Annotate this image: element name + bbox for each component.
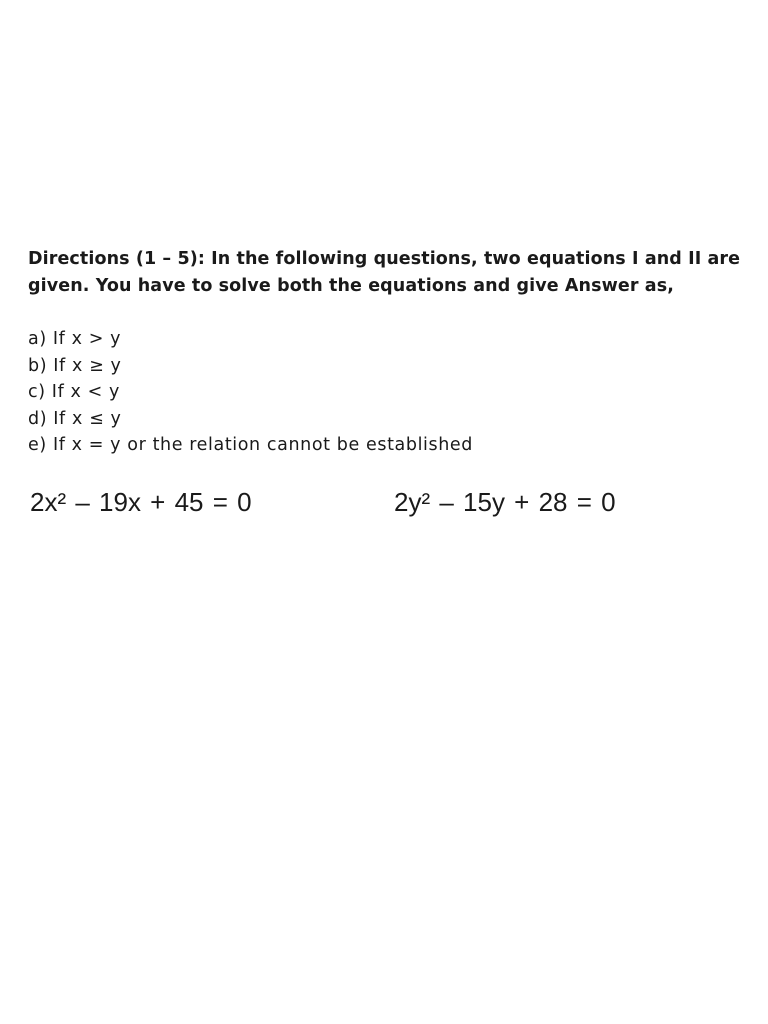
directions-block	[28, 246, 748, 299]
answer-options-list	[28, 326, 748, 459]
option-e: e) If x = y or the relation cannot be established	[28, 435, 473, 455]
option-d: d) If x ≤ y	[28, 408, 122, 429]
equation-one: 2x² – 19x + 45 = 0	[30, 487, 252, 517]
directions-text: Directions (1 – 5): In the following questions, two equations I and II are given. You have to solve both the equations and give Answer as,	[28, 249, 741, 296]
equation-two: 2y² – 15y + 28 = 0	[394, 487, 616, 517]
option-a: a) If x > y	[28, 329, 122, 349]
option-c: c) If x < y	[28, 382, 120, 402]
option-b: b) If x ≥ y	[28, 355, 122, 376]
